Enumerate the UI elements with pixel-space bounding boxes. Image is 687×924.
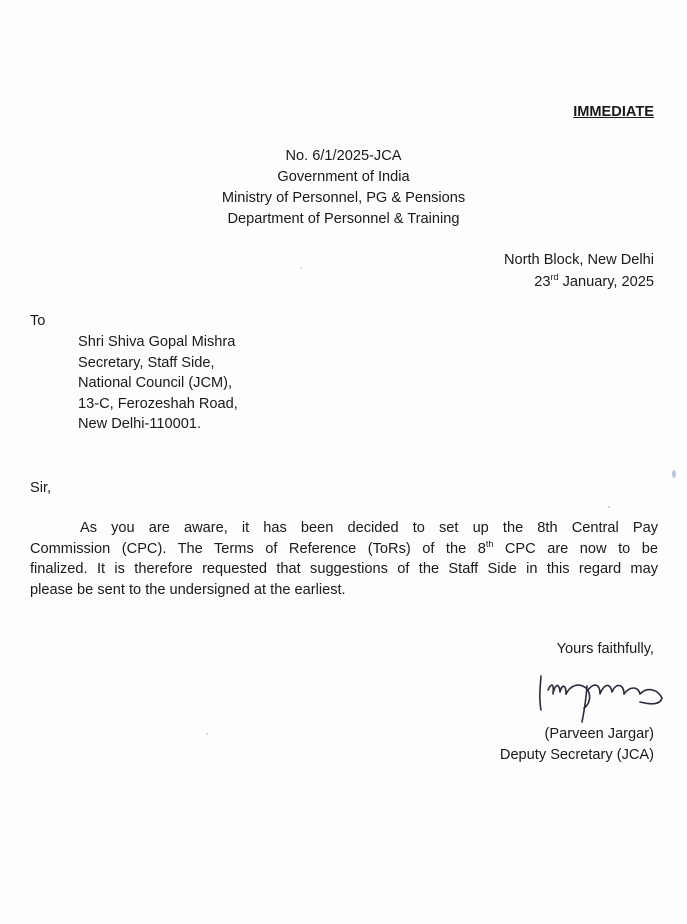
closing: Yours faithfully, [556,641,654,657]
recipient-address [78,332,238,435]
recipient-name: Shri Shiva Gopal Mishra [78,334,236,350]
body-line [30,580,658,601]
place-date-block [504,249,654,293]
letter-header [0,146,687,230]
place: North Block, New Delhi [503,252,654,268]
signer-block [500,724,654,766]
date-month-year: January, 2025 [558,274,654,290]
ministry-name: Ministry of Personnel, PG & Pensions [221,190,466,206]
body-line [30,539,658,560]
body-line-text: please be sent to the undersigned at the earliest. [30,581,346,598]
government-name: Government of India [277,169,410,185]
signer-designation: Deputy Secretary (JCA) [499,747,654,763]
scan-speck [300,267,302,269]
file-number: No. 6/1/2025-JCA [285,148,402,164]
recipient-line: 13-C, Ferozeshah Road, [78,395,238,412]
body-line-text: finalized. It is therefore requested that suggestions of the Staff Side in this regard may [30,561,658,577]
date [504,271,654,293]
scan-speck [608,506,610,508]
recipient-line: New Delhi-110001. [78,416,202,432]
date-day: 23 [534,274,551,290]
recipient-line: Secretary, Staff Side, [78,354,215,371]
signer-name: (Parveen Jargar) [544,726,654,742]
date-day-suffix: rd [550,272,559,282]
body-line-text: Commission (CPC). The Terms of Reference (ToRs) of the 8 [30,540,486,557]
department-name: Department of Personnel & Training [227,211,460,227]
to-label: To [30,313,46,329]
body-paragraph [30,518,658,600]
salutation: Sir, [30,480,52,496]
body-line [30,518,658,539]
priority-label: IMMEDIATE [573,104,654,120]
body-line-text: As you are aware, it has been decided to set up the 8th Central Pay [80,520,658,536]
scan-speck [672,470,676,478]
ordinal-suffix: th [485,538,494,549]
scan-speck [206,733,208,735]
body-line-text: CPC are now to be [493,540,659,557]
handwritten-signature [508,668,678,730]
body-line [30,559,658,580]
recipient-line: National Council (JCM), [78,375,233,391]
